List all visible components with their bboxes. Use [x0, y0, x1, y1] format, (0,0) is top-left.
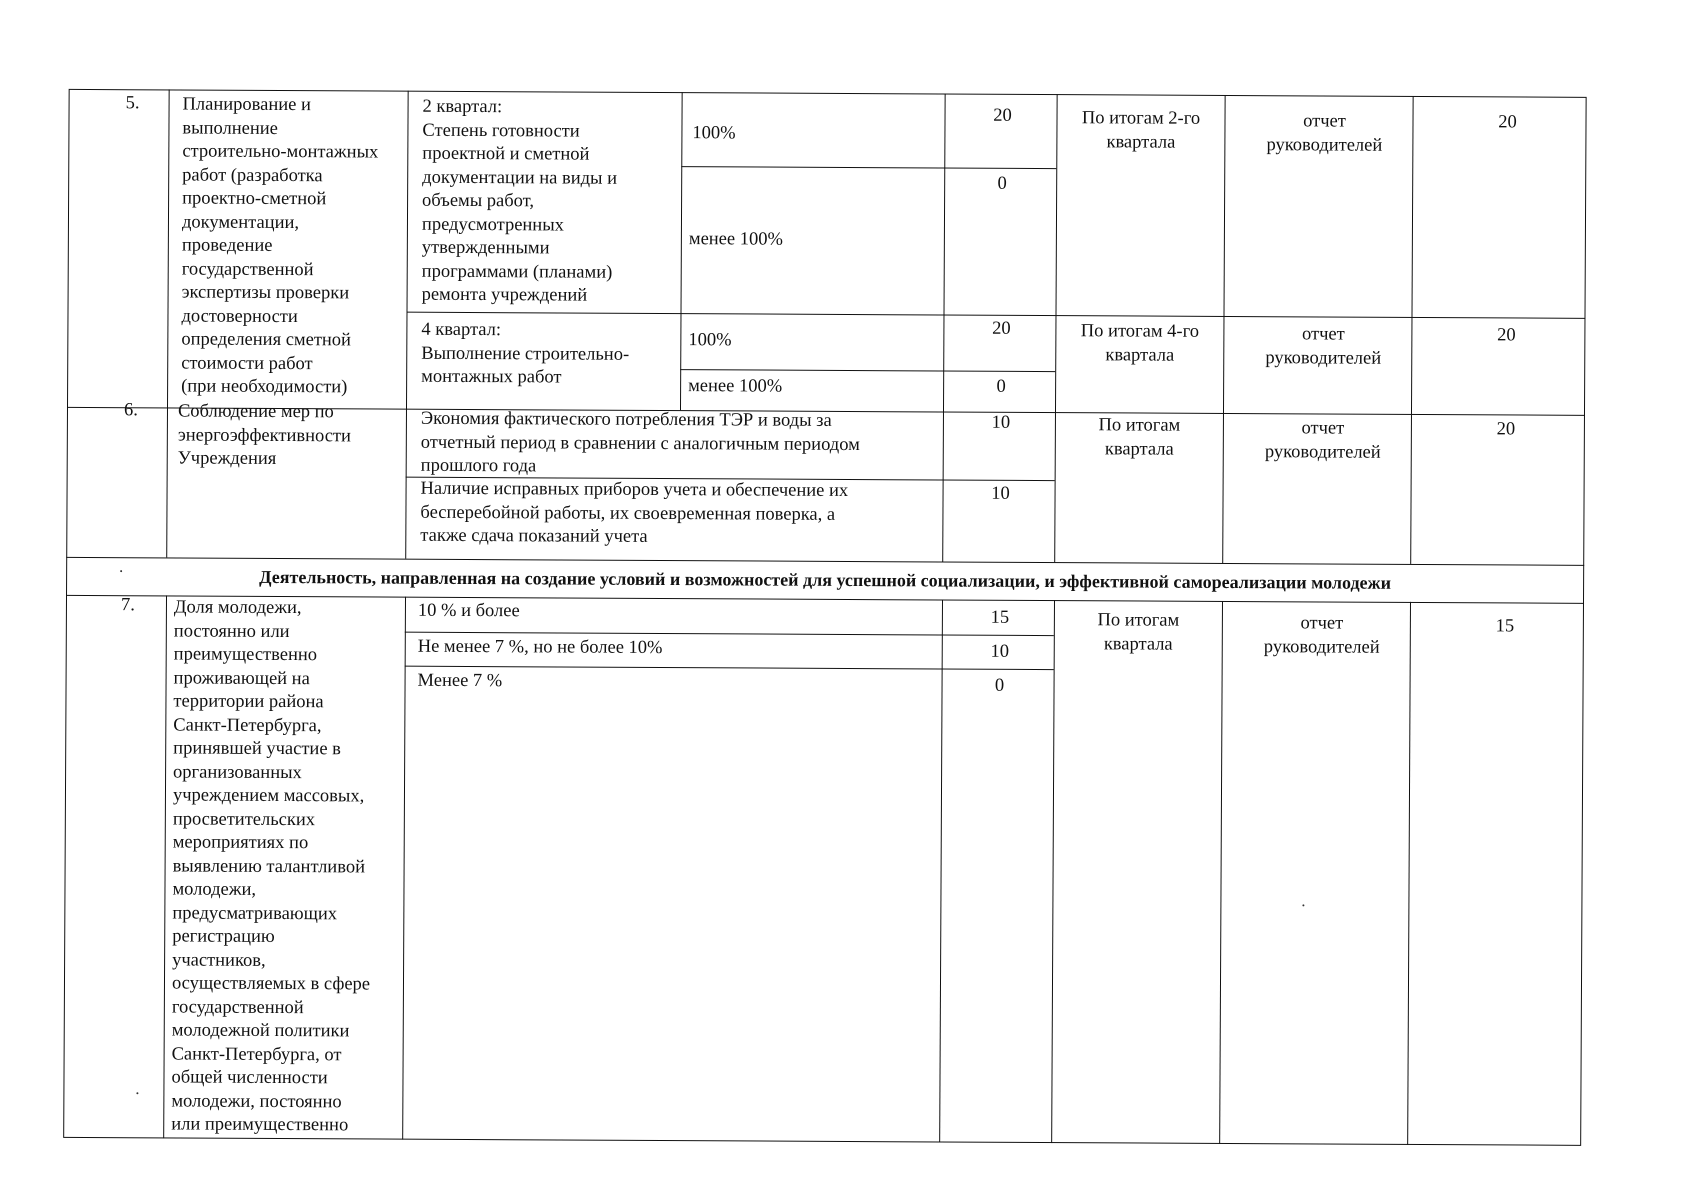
criterion-name: Планирование и выполнение строительно-монтажных работ (разработка проектно-сметной документации, проведение государственной экспертизы проверки достоверности определения сметной стоимости работ (при необходимости) — [181, 94, 379, 398]
criterion-value: 100% — [688, 330, 732, 351]
assessment-period: По итогам квартала — [1097, 610, 1180, 655]
criterion-value: Не менее 7 %, но не более 10% — [417, 636, 663, 659]
points-value: 20 — [992, 318, 1011, 339]
criterion-value: 100% — [692, 123, 736, 144]
points-value: 10 — [990, 641, 1010, 662]
report-form: отчет руководителей — [1264, 418, 1381, 463]
indicator-text: Экономия фактического потребления ТЭР и воды за отчетный период в сравнении с аналогичным периодом прошлого года — [420, 408, 860, 477]
points-value: 20 — [993, 105, 1012, 126]
indicator-text: Наличие исправных приборов учета и обеспечение их бесперебойной работы, их своевременная поверка, а также сдача показаний учета — [420, 478, 849, 547]
max-points: 20 — [1496, 419, 1516, 440]
criterion-value: 10 % и более — [417, 600, 520, 622]
criterion-value: менее 100% — [688, 376, 783, 397]
indicator-text: 4 квартал: Выполнение строительно- монтажных работ — [421, 319, 630, 388]
criterion-name: Доля молодежи, постоянно или преимущественно проживающей на территории района Санкт-Петербурга, принявшей участие в организованных учреждением массовых, просветительских мероприятиях по выявлению талантливой молодежи, предусматривающих регистрацию участников, осуществляемых в сфере государственной молодежной политики Санкт-Петербурга, от общей численности молодежи, постоянно или преимущественно — [171, 597, 371, 1136]
points-value: 15 — [990, 607, 1010, 628]
report-form: отчет руководителей — [1266, 111, 1383, 156]
scan-speck — [136, 1092, 138, 1094]
row-number: 5. — [125, 93, 140, 114]
criterion-value: Менее 7 % — [417, 670, 503, 692]
points-value: 0 — [994, 675, 1005, 696]
criterion-value: менее 100% — [688, 229, 783, 250]
section-title: Деятельность, направленная на создание условий и возможностей для успешной социализации, и эффективной самореализации молодежи — [259, 566, 1392, 593]
scan-speck — [1302, 904, 1304, 906]
assessment-period: По итогам 4-го квартала — [1080, 321, 1200, 366]
max-points: 15 — [1495, 616, 1515, 637]
assessment-period: По итогам квартала — [1098, 415, 1181, 460]
report-form: отчет руководителей — [1263, 613, 1380, 658]
assessment-period: По итогам 2-го квартала — [1081, 108, 1201, 153]
indicator-text: 2 квартал: Степень готовности проектной и сметной документации на виды и объемы работ, предусмотренных утвержденными программами (планами) ремонта учреждений — [421, 96, 618, 306]
points-value: 0 — [996, 376, 1006, 397]
row-number: 6. — [123, 400, 138, 421]
points-value: 10 — [991, 483, 1010, 504]
scan-speck — [120, 570, 122, 572]
row-number: 7. — [120, 595, 135, 616]
report-form: отчет руководителей — [1265, 324, 1382, 369]
criterion-name: Соблюдение мер по энергоэффективности Учреждения — [177, 401, 351, 469]
max-points: 20 — [1498, 112, 1517, 133]
points-value: 0 — [997, 173, 1007, 194]
max-points: 20 — [1497, 325, 1516, 346]
points-value: 10 — [991, 412, 1011, 433]
